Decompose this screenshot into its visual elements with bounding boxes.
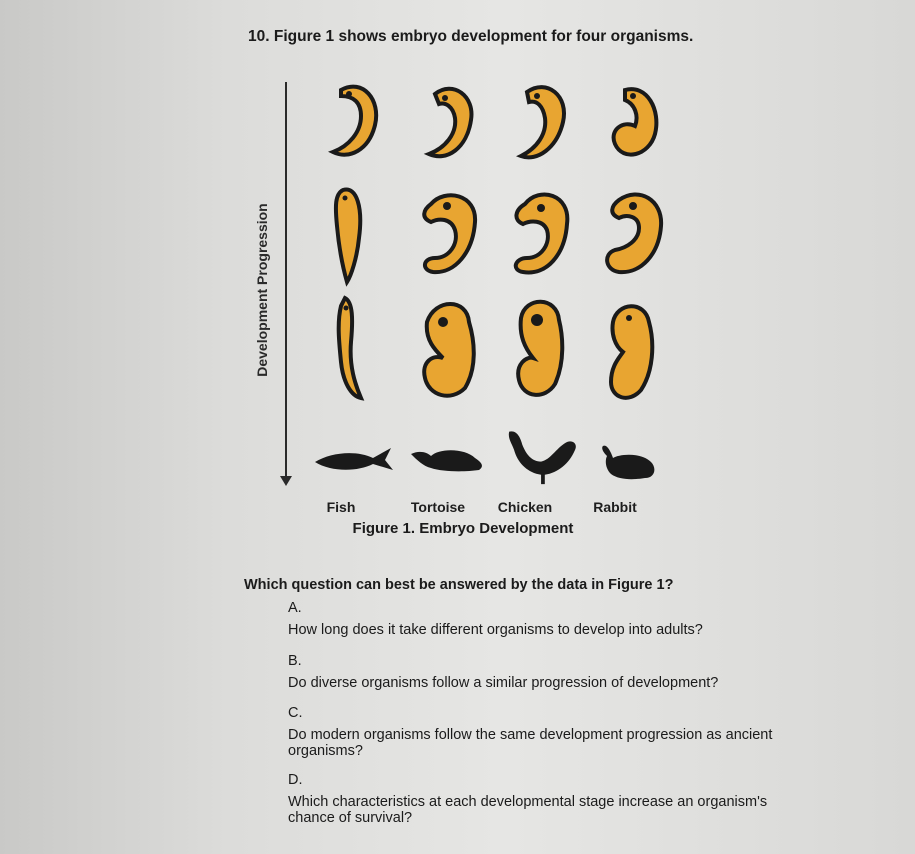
y-axis-label: Development Progression: [254, 203, 270, 377]
option-a[interactable]: [288, 600, 808, 638]
rabbit-embryo-stage-2: [589, 178, 679, 288]
rabbit-embryo-stage-3: [589, 292, 679, 402]
fish-embryo-stage-1: [313, 70, 403, 180]
chicken-embryo-stage-1: [497, 70, 587, 180]
option-text: Do modern organisms follow the same development progression as ancient organisms?: [288, 727, 773, 759]
label-chicken: Chicken: [497, 499, 553, 515]
chicken-embryo-stage-2: [497, 178, 587, 288]
option-text: How long does it take different organisms to develop into adults?: [288, 622, 703, 638]
option-text: Which characteristics at each developmental stage increase an organism's chance of survival?: [288, 794, 768, 826]
figure-caption: Figure 1. Embryo Development: [352, 520, 574, 537]
rabbit-embryo-stage-1: [589, 70, 679, 180]
option-d[interactable]: [288, 772, 808, 826]
label-fish: Fish: [326, 499, 356, 515]
option-letter: D.: [288, 772, 303, 788]
fish-embryo-stage-2: [313, 178, 403, 288]
option-b[interactable]: [288, 653, 808, 691]
fish-icon: [313, 430, 403, 490]
chicken-embryo-stage-3: [497, 292, 587, 402]
option-letter: C.: [288, 705, 303, 721]
label-tortoise: Tortoise: [410, 499, 466, 515]
option-c[interactable]: [288, 705, 808, 759]
question-prompt: Which question can best be answered by the data in Figure 1?: [244, 577, 674, 593]
development-arrow: [285, 82, 287, 480]
option-letter: B.: [288, 653, 302, 669]
option-text: Do diverse organisms follow a similar progression of development?: [288, 675, 719, 691]
option-letter: A.: [288, 600, 302, 616]
tortoise-icon: [405, 430, 495, 490]
rabbit-icon: [589, 432, 679, 492]
fish-embryo-stage-3: [313, 292, 403, 402]
question-stem: 10. Figure 1 shows embryo development for four organisms.: [248, 28, 694, 45]
arrow-head-icon: [280, 476, 292, 486]
tortoise-embryo-stage-1: [405, 70, 495, 180]
label-rabbit: Rabbit: [593, 499, 637, 515]
embryo-figure: [238, 60, 658, 550]
chicken-icon: [497, 426, 587, 486]
tortoise-embryo-stage-3: [405, 292, 495, 402]
tortoise-embryo-stage-2: [405, 178, 495, 288]
